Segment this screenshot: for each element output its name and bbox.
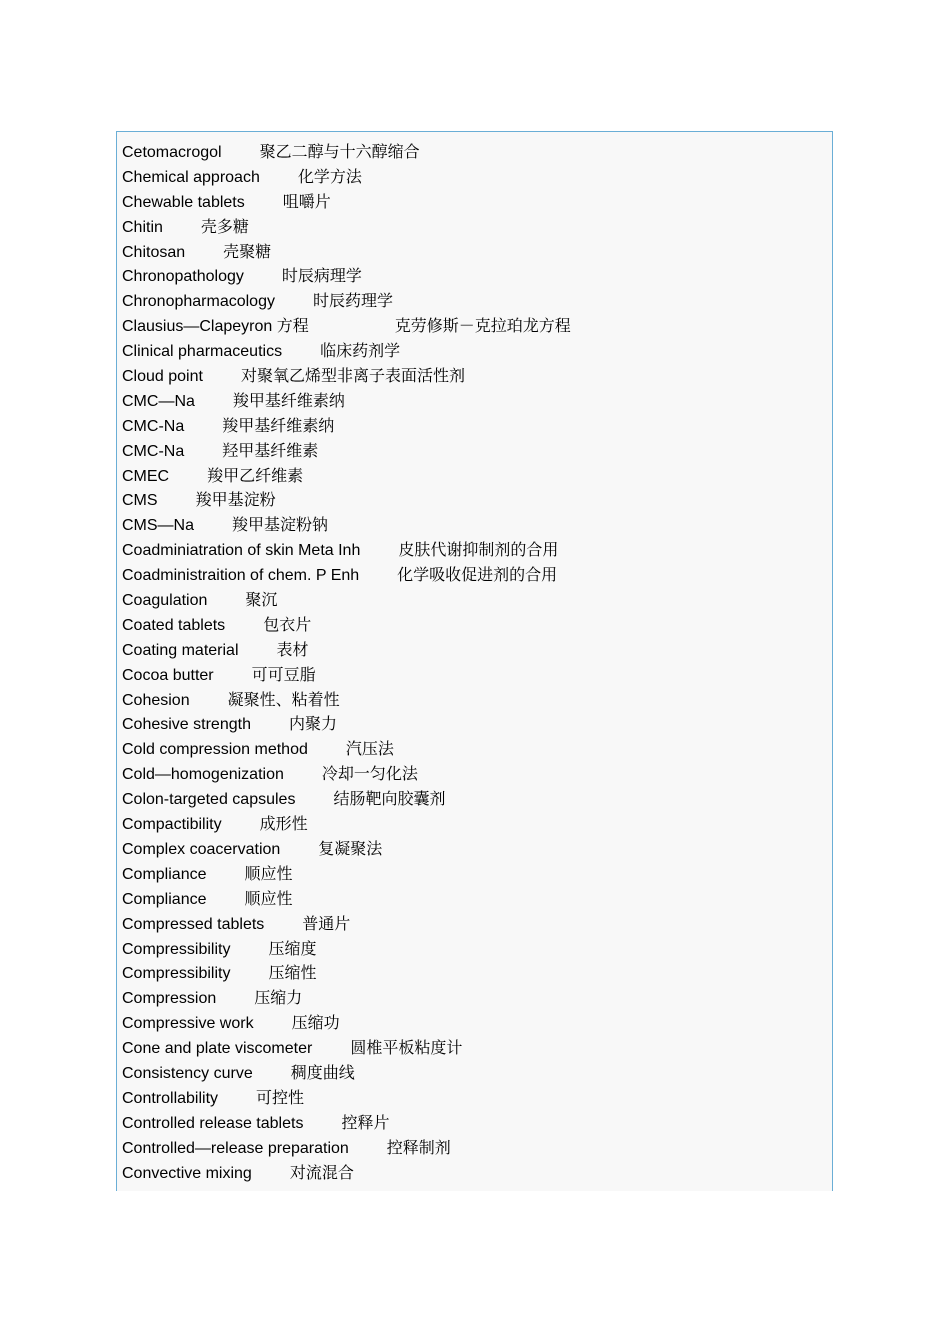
chinese-translation: 羧甲基纤维素纳 xyxy=(232,390,345,410)
glossary-entry xyxy=(122,414,571,439)
glossary-entry xyxy=(122,389,571,414)
glossary-entry xyxy=(122,264,571,289)
english-term: Compressibility xyxy=(122,965,231,983)
glossary-box xyxy=(116,131,833,1191)
english-term: CMC—Na xyxy=(122,392,195,410)
english-term: Controlled release tablets xyxy=(122,1114,304,1132)
english-term: Convective mixing xyxy=(122,1164,252,1182)
english-term: Colon-targeted capsules xyxy=(122,791,296,809)
glossary-entry xyxy=(122,588,571,613)
chinese-translation: 结肠靶向胶囊剂 xyxy=(333,789,446,809)
glossary-entry xyxy=(122,215,571,240)
chinese-translation: 顺应性 xyxy=(244,888,293,908)
english-term: Clausius—Clapeyron 方程 xyxy=(122,318,309,336)
glossary-entry xyxy=(122,812,571,837)
english-term: Chemical approach xyxy=(122,168,260,186)
chinese-translation: 克劳修斯－克拉珀龙方程 xyxy=(394,316,571,336)
chinese-translation: 壳聚糖 xyxy=(223,241,272,261)
english-term: Chitin xyxy=(122,218,163,236)
chinese-translation: 控释片 xyxy=(341,1112,390,1132)
chinese-translation: 羧甲基淀粉 xyxy=(195,490,276,510)
english-term: Compliance xyxy=(122,890,207,908)
glossary-entry xyxy=(122,663,571,688)
english-term: Coagulation xyxy=(122,592,208,610)
glossary-entry xyxy=(122,1136,571,1161)
english-term: CMC-Na xyxy=(122,442,185,460)
chinese-translation: 聚沉 xyxy=(245,590,278,610)
chinese-translation: 壳多糖 xyxy=(200,216,249,236)
chinese-translation: 可可豆脂 xyxy=(251,664,316,684)
glossary-entry xyxy=(122,762,571,787)
chinese-translation: 凝聚性、粘着性 xyxy=(227,689,340,709)
chinese-translation: 时辰病理学 xyxy=(281,266,362,286)
english-term: Cloud point xyxy=(122,368,203,386)
english-term: Cold compression method xyxy=(122,741,308,759)
english-term: Chewable tablets xyxy=(122,193,245,211)
chinese-translation: 包衣片 xyxy=(263,614,312,634)
english-term: CMS—Na xyxy=(122,517,195,535)
english-term: CMEC xyxy=(122,467,170,485)
chinese-translation: 内聚力 xyxy=(288,714,337,734)
glossary-entry xyxy=(122,190,571,215)
chinese-translation: 化学方法 xyxy=(297,166,362,186)
glossary-entry xyxy=(122,364,571,389)
glossary-entry xyxy=(122,538,571,563)
chinese-translation: 化学吸收促进剂的合用 xyxy=(397,565,558,585)
glossary-entry xyxy=(122,339,571,364)
glossary-entry xyxy=(122,240,571,265)
english-term: CMC-Na xyxy=(122,417,185,435)
english-term: Coated tablets xyxy=(122,616,226,634)
english-term: Chronopathology xyxy=(122,268,244,286)
chinese-translation: 羟甲基纤维素 xyxy=(222,440,319,460)
chinese-translation: 成形性 xyxy=(259,814,308,834)
chinese-translation: 对聚氧乙烯型非离子表面活性剂 xyxy=(240,366,465,386)
english-term: Coadminiatration of skin Meta Inh xyxy=(122,542,361,560)
english-term: Compressed tablets xyxy=(122,915,265,933)
glossary-entry xyxy=(122,613,571,638)
glossary-entry xyxy=(122,439,571,464)
glossary-entry xyxy=(122,1086,571,1111)
glossary-entry xyxy=(122,787,571,812)
glossary-entry xyxy=(122,837,571,862)
glossary-entry xyxy=(122,638,571,663)
english-term: Compactibility xyxy=(122,816,222,834)
english-term: Compressibility xyxy=(122,940,231,958)
english-term: Cohesion xyxy=(122,691,190,709)
glossary-entry xyxy=(122,912,571,937)
chinese-translation: 时辰药理学 xyxy=(312,291,393,311)
english-term: Compression xyxy=(122,990,217,1008)
chinese-translation: 压缩性 xyxy=(268,963,317,983)
chinese-translation: 皮肤代谢抑制剂的合用 xyxy=(398,540,559,560)
chinese-translation: 压缩力 xyxy=(254,988,303,1008)
glossary-entry xyxy=(122,488,571,513)
glossary-entry xyxy=(122,1061,571,1086)
english-term: Cohesive strength xyxy=(122,716,251,734)
chinese-translation: 对流混合 xyxy=(289,1162,354,1182)
glossary-entry xyxy=(122,961,571,986)
chinese-translation: 顺应性 xyxy=(244,863,293,883)
chinese-translation: 表材 xyxy=(276,639,309,659)
glossary-entry xyxy=(122,314,571,339)
glossary-entry xyxy=(122,887,571,912)
english-term: Cold—homogenization xyxy=(122,766,284,784)
glossary-entry xyxy=(122,289,571,314)
chinese-translation: 羧甲基淀粉钠 xyxy=(232,515,329,535)
english-term: Compressive work xyxy=(122,1015,254,1033)
glossary-entry xyxy=(122,513,571,538)
english-term: Cetomacrogol xyxy=(122,144,222,161)
glossary-entry xyxy=(122,1011,571,1036)
english-term: Coating material xyxy=(122,641,239,659)
english-term: Cocoa butter xyxy=(122,666,214,684)
glossary-entry xyxy=(122,712,571,737)
chinese-translation: 汽压法 xyxy=(345,739,394,759)
chinese-translation: 压缩度 xyxy=(268,938,317,958)
chinese-translation: 稠度曲线 xyxy=(290,1062,355,1082)
chinese-translation: 冷却一匀化法 xyxy=(321,764,418,784)
english-term: Controlled—release preparation xyxy=(122,1139,349,1157)
english-term: CMS xyxy=(122,492,158,510)
chinese-translation: 圆椎平板粘度计 xyxy=(350,1038,463,1058)
chinese-translation: 复凝聚法 xyxy=(318,838,383,858)
glossary-entry xyxy=(122,1111,571,1136)
chinese-translation: 控释制剂 xyxy=(386,1137,451,1157)
glossary-entry xyxy=(122,688,571,713)
english-term: Complex coacervation xyxy=(122,840,281,858)
chinese-translation: 临床药剂学 xyxy=(320,341,401,361)
glossary-entry xyxy=(122,737,571,762)
glossary-entry xyxy=(122,464,571,489)
english-term: Compliance xyxy=(122,865,207,883)
english-term: Clinical pharmaceutics xyxy=(122,343,283,361)
glossary-entry xyxy=(122,1036,571,1061)
english-term: Consistency curve xyxy=(122,1064,253,1082)
english-term: Cone and plate viscometer xyxy=(122,1040,313,1058)
glossary-entry xyxy=(122,1161,571,1186)
glossary-entry xyxy=(122,862,571,887)
glossary-entry xyxy=(122,937,571,962)
english-term: Chronopharmacology xyxy=(122,293,275,311)
glossary-entry xyxy=(122,986,571,1011)
english-term: Coadministraition of chem. P Enh xyxy=(122,567,360,585)
glossary-entry xyxy=(122,140,571,165)
chinese-translation: 咀嚼片 xyxy=(282,191,331,211)
glossary-entry xyxy=(122,165,571,190)
english-term: Controllability xyxy=(122,1089,219,1107)
glossary-entry xyxy=(122,563,571,588)
chinese-translation: 羧甲基纤维素纳 xyxy=(222,415,335,435)
chinese-translation: 可控性 xyxy=(256,1087,305,1107)
chinese-translation: 聚乙二醇与十六醇缩合 xyxy=(259,142,420,161)
english-term: Chitosan xyxy=(122,243,186,261)
glossary-list xyxy=(122,140,571,1185)
chinese-translation: 羧甲乙纤维素 xyxy=(207,465,304,485)
chinese-translation: 普通片 xyxy=(302,913,351,933)
chinese-translation: 压缩功 xyxy=(291,1013,340,1033)
